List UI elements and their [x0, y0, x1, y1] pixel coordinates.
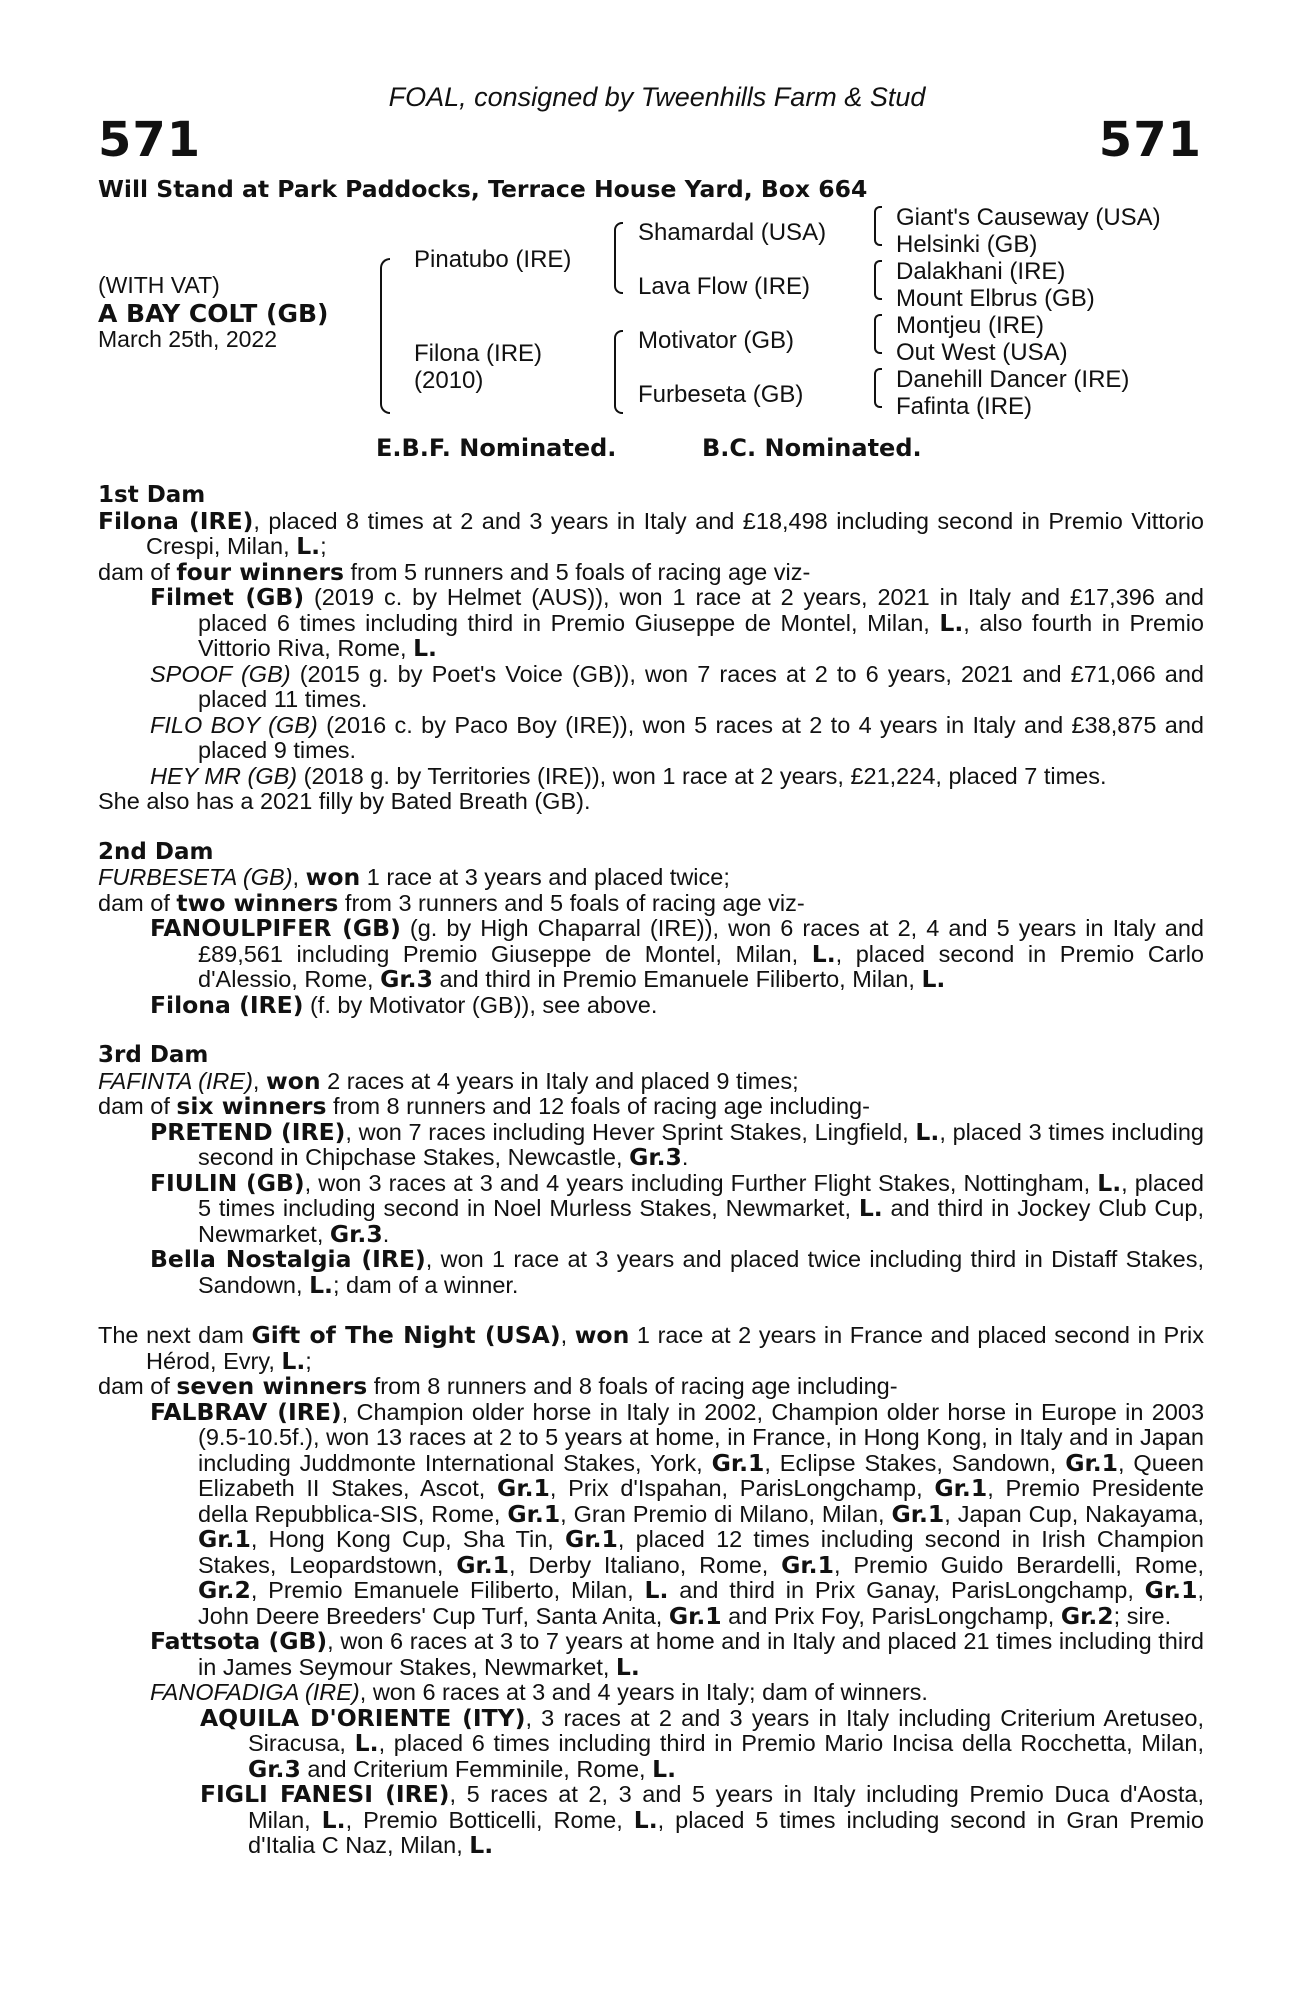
bold-text: L. — [652, 1754, 677, 1783]
text-run: , Gran Premio di Milano, Milan, — [560, 1500, 892, 1527]
italic-text: FAFINTA (IRE) — [98, 1067, 253, 1094]
produce-entry — [150, 1629, 1204, 1680]
bold-text: Gr.3 — [329, 1219, 383, 1248]
text-run: and third in Jockey Club Cup, Newmarket, — [198, 1195, 1204, 1247]
text-run: , Champion older horse in Italy in 2002, Champion older horse in Europe in 2003 (9.5-10.5f.), won 13 races at 2 to 5 years at home, in France, in Hong Kong, in Italy and in Japan including Juddmonte International Stakes, York, — [198, 1398, 1205, 1476]
italic-text: SPOOF (GB) — [150, 660, 291, 687]
lot-number-right: 571 — [1098, 112, 1202, 168]
bold-text: Gr.1 — [934, 1474, 988, 1502]
text-run: ; dam of a winner. — [332, 1271, 519, 1298]
text-run: from 8 runners and 8 foals of racing age including- — [367, 1373, 898, 1399]
pedigree-brace-gen1 — [380, 258, 390, 414]
text-run: She also has a 2021 filly by Bated Breath (GB). — [98, 788, 591, 814]
bold-text: Gr.1 — [891, 1499, 945, 1528]
bold-text: L. — [921, 965, 946, 993]
produce-entry — [150, 585, 1204, 662]
first-dam-note — [98, 789, 1204, 815]
bold-text: L. — [633, 1805, 658, 1834]
text-run: , won 3 races at 3 and 4 years including Further Flight Stakes, Nottingham, — [304, 1169, 1098, 1196]
ebf-nominated: E.B.F. Nominated. — [376, 434, 617, 462]
text-run: , placed 8 times at 2 and 3 years in Italy and £18,498 including second in Premio Vittorio Crespi, Milan, — [146, 507, 1204, 559]
pedigree-ds-sire: Montjeu (IRE) — [896, 312, 1045, 339]
bold-text: L. — [939, 608, 964, 637]
pedigree-dam: Filona (IRE) — [414, 340, 543, 367]
text-run: , won 7 races including Hever Sprint Stakes, Lingfield, — [345, 1118, 916, 1145]
horse-name: A BAY COLT (GB) — [98, 299, 329, 328]
first-dam-produce-summary — [98, 557, 1204, 586]
text-run: , Premio Presidente della Repubblica-SIS, Rome, — [198, 1475, 1204, 1527]
pedigree-sire-sire: Shamardal (USA) — [638, 219, 827, 246]
bold-text: Gr.1 — [711, 1448, 765, 1477]
text-run: , — [292, 864, 306, 890]
bold-text: L. — [915, 1117, 940, 1146]
text-run: The next dam — [98, 1322, 252, 1348]
text-run: , Prix d'Ispahan, ParisLongchamp, — [549, 1475, 935, 1501]
text-run: (2018 g. by Territories (IRE)), won 1 race at 2 years, £21,224, placed 7 times. — [297, 762, 1107, 789]
stand-location: Will Stand at Park Paddocks, Terrace House Yard, Box 664 — [98, 175, 868, 203]
bold-text: six winners — [176, 1092, 327, 1120]
text-run: from 5 runners and 5 foals of racing age viz- — [344, 558, 811, 585]
text-run: , placed 5 times including second in Gran Premio d'Italia C Naz, Milan, — [248, 1806, 1204, 1858]
vat-label: (WITH VAT) — [98, 272, 220, 298]
produce-entry — [150, 1117, 1205, 1171]
produce-entry — [150, 990, 1204, 1019]
produce-entry — [150, 1247, 1204, 1298]
consignment-line: FOAL, consigned by Tweenhills Farm & Stud — [388, 82, 926, 112]
bold-text: Gr.3 — [248, 1754, 301, 1783]
pedigree-dd-sire: Danehill Dancer (IRE) — [896, 366, 1130, 393]
text-run: , Premio Guido Berardelli, Rome, — [833, 1551, 1204, 1578]
text-run: , Premio Emanuele Filiberto, Milan, — [250, 1577, 645, 1603]
text-run: , placed 12 times including second in Irish Champion Stakes, Leopardstown, — [198, 1526, 1204, 1578]
pedigree-ss-dam: Helsinki (GB) — [896, 231, 1038, 258]
text-run: , John Deere Breeders' Cup Turf, Santa Anita, — [198, 1577, 1204, 1629]
bold-text: seven winners — [176, 1372, 368, 1400]
bold-text: Gr.1 — [456, 1550, 510, 1579]
text-run: , Derby Italiano, Rome, — [509, 1551, 782, 1578]
text-run: , placed 3 times including second in Chipchase Stakes, Newcastle, — [198, 1118, 1205, 1170]
text-run: , won 1 race at 3 years and placed twice including third in Distaff Stakes, Sandown, — [198, 1246, 1204, 1298]
text-run: ; — [305, 1347, 312, 1374]
bold-text: Gr.2 — [198, 1576, 251, 1604]
bold-text: FIGLI FANESI (IRE) — [200, 1780, 450, 1808]
produce-entry — [150, 662, 1204, 713]
text-run: from 8 runners and 12 foals of racing age including- — [326, 1093, 870, 1119]
bold-text: L. — [354, 1729, 379, 1757]
text-run: . — [382, 1220, 390, 1247]
italic-text: FANOFADIGA (IRE) — [150, 1679, 360, 1705]
first-dam-description — [98, 506, 1204, 560]
text-run: , 5 races at 2, 3 and 5 years in Italy including Premio Duca d'Aosta, Milan, — [248, 1781, 1204, 1833]
bold-text: L. — [321, 1805, 346, 1834]
italic-text: HEY MR (GB) — [150, 762, 298, 789]
lot-number-left: 571 — [98, 112, 202, 168]
third-dam-description — [98, 1066, 1204, 1095]
produce-entry — [150, 1397, 1205, 1630]
pedigree-dam-sire: Motivator (GB) — [638, 327, 795, 354]
text-run: , — [560, 1322, 575, 1348]
text-run: , also fourth in Premio Vittorio Riva, Rome, — [198, 609, 1204, 661]
bold-text: FANOULPIFER (GB) — [150, 914, 401, 942]
produce-entry — [150, 1168, 1204, 1248]
pedigree-ds-dam: Out West (USA) — [896, 339, 1068, 366]
text-run: , 3 races at 2 and 3 years in Italy including Criterium Aretuseo, Siracusa, — [248, 1704, 1205, 1756]
grand-produce-entry — [200, 1782, 1204, 1859]
bold-text: won — [305, 863, 361, 891]
italic-text: FILO BOY (GB) — [150, 711, 318, 738]
bold-text: Gr.1 — [565, 1525, 618, 1553]
text-run: dam of — [98, 558, 177, 585]
second-dam-produce-summary — [98, 888, 1204, 917]
bold-text: PRETEND (IRE) — [150, 1117, 346, 1146]
text-run: (g. by High Chaparral (IRE)), won 6 races at 2, 4 and 5 years in Italy and £89,561 including Premio Giuseppe de Montel, Milan, — [198, 915, 1204, 967]
text-run: and third in Prix Ganay, ParisLongchamp, — [668, 1577, 1145, 1603]
catalogue-body — [98, 483, 1204, 1859]
bold-text: won — [574, 1321, 630, 1349]
produce-entry — [150, 713, 1204, 764]
text-run: and third in Premio Emanuele Filiberto, Milan, — [432, 966, 922, 992]
bold-text: L. — [811, 939, 836, 968]
text-run: dam of — [98, 889, 177, 916]
grand-produce-entry — [200, 1703, 1205, 1783]
text-run: . — [681, 1144, 689, 1170]
bold-text: L. — [413, 634, 437, 662]
pedigree-brace-dd — [874, 368, 882, 408]
bold-text: won — [265, 1066, 321, 1095]
bold-text: Filmet (GB) — [150, 583, 305, 611]
bold-text: Gift of The Night (USA) — [251, 1321, 561, 1349]
next-dam-description — [98, 1323, 1204, 1374]
pedigree-dam-year: (2010) — [414, 367, 484, 394]
text-run: , won 6 races at 3 to 7 years at home and in Italy and placed 21 times including third in James Seymour Stakes, Newmarket, — [198, 1628, 1204, 1680]
bold-text: L. — [1097, 1168, 1122, 1197]
pedigree-brace-ss — [874, 206, 882, 246]
bold-text: two winners — [176, 888, 339, 917]
third-dam-produce-summary — [98, 1094, 1204, 1120]
text-run: (f. by Motivator (GB)), see above. — [303, 991, 658, 1018]
pedigree-brace-sire — [614, 222, 623, 294]
bold-text: L. — [858, 1194, 883, 1222]
italic-text: FURBESETA (GB) — [98, 864, 293, 890]
bold-text: Gr.2 — [1060, 1601, 1114, 1630]
produce-entry — [150, 916, 1204, 993]
pedigree-dam-dam: Furbeseta (GB) — [638, 381, 804, 408]
text-run: , Queen Elizabeth II Stakes, Ascot, — [198, 1449, 1204, 1501]
bold-text: L. — [469, 1831, 494, 1859]
text-run: 2 races at 4 years in Italy and placed 9 times; — [320, 1067, 799, 1094]
second-dam-heading: 2nd Dam — [98, 838, 214, 865]
text-run: and Prix Foy, ParisLongchamp, — [721, 1602, 1061, 1629]
text-run: (2015 g. by Poet's Voice (GB)), won 7 races at 2 to 6 years, 2021 and £71,066 and placed 11 times. — [198, 660, 1204, 712]
bold-text: Gr.3 — [380, 965, 433, 993]
pedigree-sire: Pinatubo (IRE) — [414, 246, 572, 273]
text-run: 1 race at 3 years and placed twice; — [360, 864, 730, 890]
bold-text: FIULIN (GB) — [150, 1168, 305, 1197]
text-run: (2019 c. by Helmet (AUS)), won 1 race at 2 years, 2021 in Italy and £17,396 and placed 6 times including third in Premio Giuseppe de Montel, Milan, — [198, 584, 1204, 636]
text-run: , placed second in Premio Carlo d'Alessio, Rome, — [198, 940, 1204, 992]
third-dam-heading: 3rd Dam — [98, 1042, 209, 1068]
bold-text: Fattsota (GB) — [150, 1627, 328, 1655]
bold-text: Gr.1 — [781, 1550, 834, 1579]
pedigree-sire-dam: Lava Flow (IRE) — [638, 273, 811, 300]
foaling-date: March 25th, 2022 — [98, 326, 278, 352]
text-run: and Criterium Femminile, Rome, — [300, 1755, 653, 1782]
pedigree-ss-sire: Giant's Causeway (USA) — [896, 204, 1161, 231]
text-run: ; — [320, 533, 327, 559]
pedigree-brace-dam — [614, 330, 623, 414]
bold-text: L. — [296, 532, 321, 560]
bold-text: Gr.1 — [668, 1601, 722, 1630]
produce-entry — [150, 764, 1204, 790]
bold-text: Gr.1 — [1144, 1576, 1198, 1604]
bold-text: L. — [309, 1270, 333, 1299]
pedigree-sd-sire: Dalakhani (IRE) — [896, 258, 1066, 285]
pedigree-brace-ds — [874, 314, 882, 354]
bold-text: AQUILA D'ORIENTE (ITY) — [200, 1703, 526, 1732]
text-run: dam of — [98, 1093, 177, 1119]
bold-text: Gr.1 — [198, 1525, 251, 1553]
bold-text: Gr.1 — [1065, 1448, 1118, 1477]
text-run: dam of — [98, 1373, 177, 1399]
pedigree-sd-dam: Mount Elbrus (GB) — [896, 285, 1095, 312]
text-run: , Eclipse Stakes, Sandown, — [764, 1449, 1066, 1476]
text-run: , placed 5 times including second in Noel Murless Stakes, Newmarket, — [198, 1169, 1204, 1221]
pedigree-dd-dam: Fafinta (IRE) — [896, 393, 1033, 420]
bold-text: Gr.3 — [629, 1143, 682, 1171]
bold-text: Filona (IRE) — [98, 506, 254, 535]
bold-text: L. — [615, 1652, 640, 1681]
second-dam-description — [98, 865, 1204, 891]
bold-text: L. — [644, 1576, 669, 1604]
text-run: from 3 runners and 5 foals of racing age viz- — [338, 889, 805, 916]
bold-text: L. — [281, 1346, 306, 1375]
text-run: , Premio Botticelli, Rome, — [345, 1806, 634, 1833]
text-run: , won 6 races at 3 and 4 years in Italy; dam of winners. — [359, 1679, 928, 1705]
text-run: , Japan Cup, Nakayama, — [944, 1500, 1205, 1527]
bold-text: Gr.1 — [497, 1474, 550, 1502]
text-run: (2016 c. by Paco Boy (IRE)), won 5 races at 2 to 4 years in Italy and £38,875 and placed 9 times. — [198, 711, 1204, 763]
bold-text: four winners — [176, 557, 344, 586]
pedigree-brace-sd — [874, 260, 882, 300]
text-run: , — [252, 1067, 266, 1094]
text-run: , placed 6 times including third in Premio Mario Incisa della Rocchetta, Milan, — [378, 1730, 1204, 1756]
bc-nominated: B.C. Nominated. — [702, 434, 922, 462]
bold-text: FALBRAV (IRE) — [150, 1397, 342, 1426]
bold-text: Filona (IRE) — [150, 990, 304, 1019]
bold-text: Gr.1 — [507, 1499, 561, 1528]
bold-text: Bella Nostalgia (IRE) — [150, 1245, 426, 1273]
text-run: , Hong Kong Cup, Sha Tin, — [250, 1526, 566, 1552]
first-dam-heading: 1st Dam — [98, 482, 206, 508]
next-dam-produce-summary — [98, 1374, 1204, 1400]
text-run: 1 race at 2 years in France and placed second in Prix Hérod, Evry, — [146, 1322, 1204, 1374]
text-run: ; sire. — [1113, 1602, 1172, 1629]
produce-entry — [150, 1680, 1204, 1706]
